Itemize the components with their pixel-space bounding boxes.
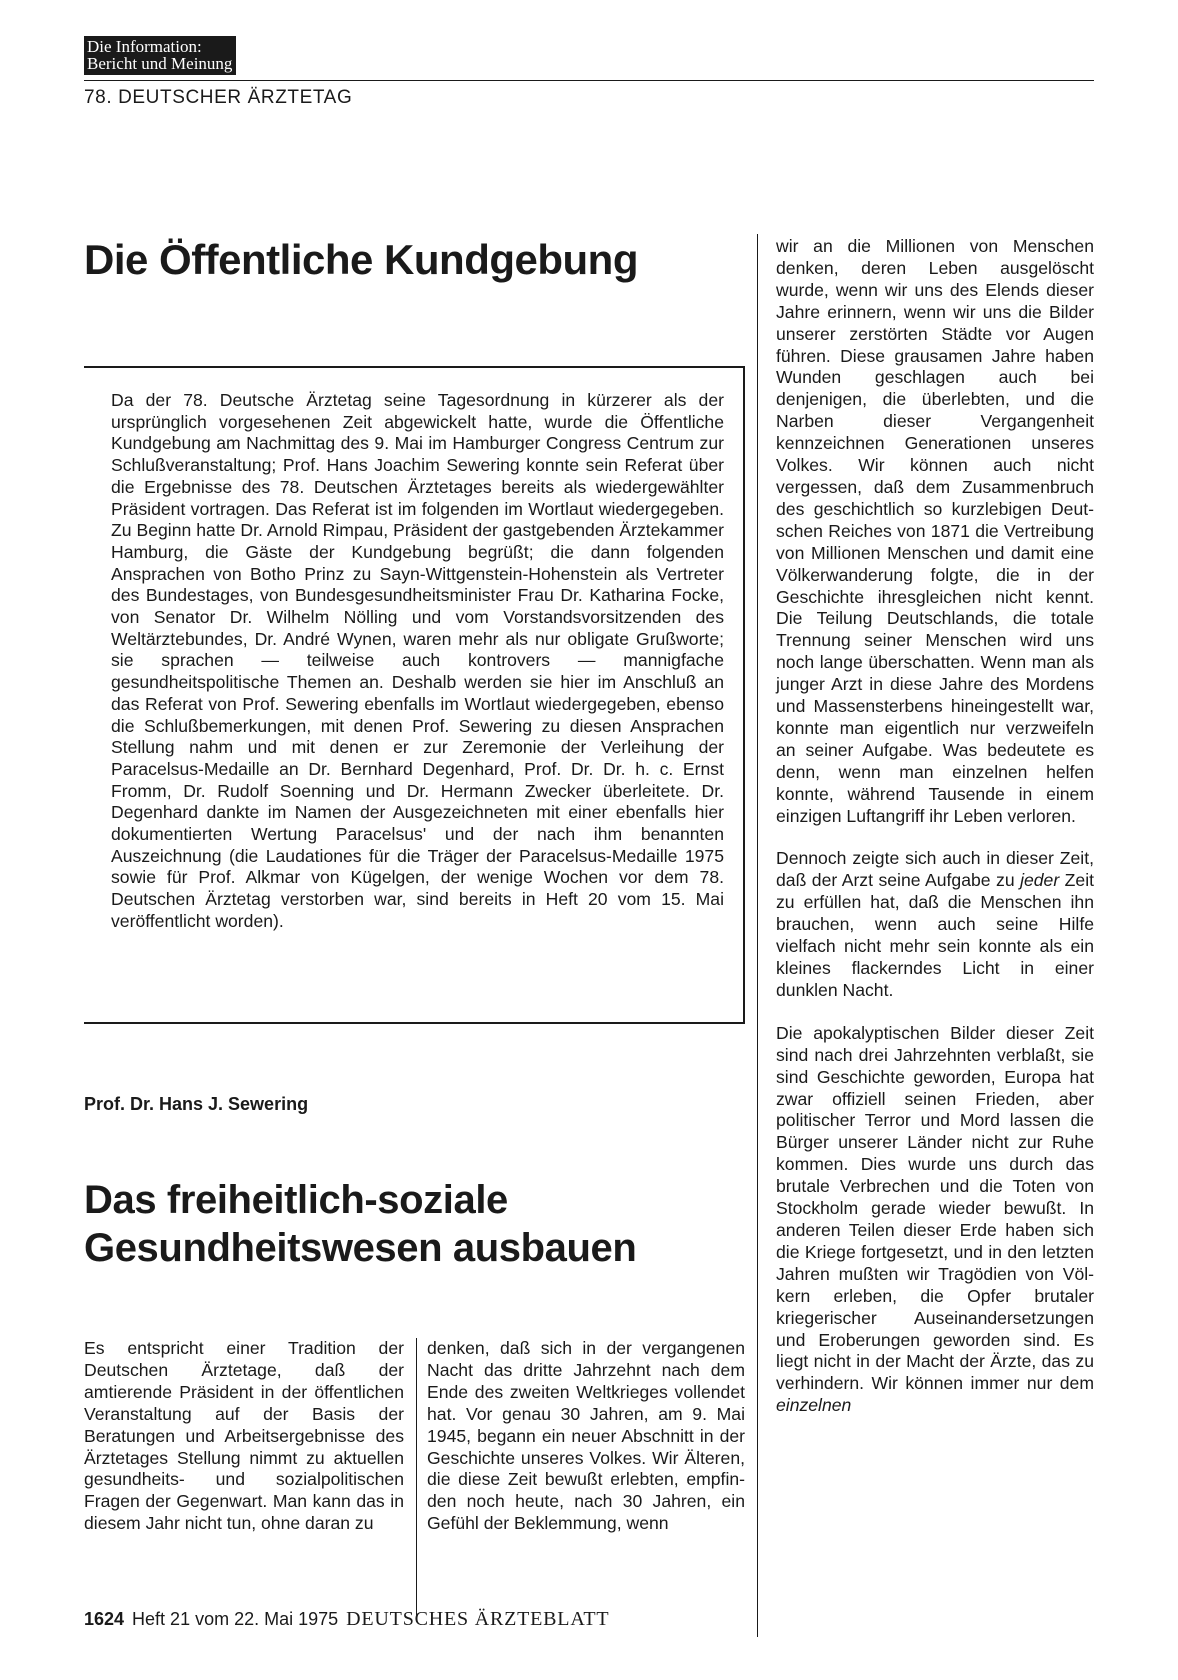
intro-box-top-border [84,366,744,368]
intro-box-bottom-border [84,1022,745,1024]
badge-line-1: Die Information: [87,37,202,56]
intro-box-right-border [743,366,745,1023]
badge-line-2: Bericht und Meinung [87,54,233,73]
section-label: 78. DEUTSCHER ÄRZTETAG [84,87,353,108]
page-number: 1624 [84,1609,125,1629]
body-paragraph-3-start: Die apokalyptischen Bilder dieser Zeit sind nach drei Jahrzehnten verblaßt, sie sind Geschichte geworden, Europa hat zwar offiziell seinen Frieden, aber politischer Terror und Mord lassen die Bürger unserer Länder nicht zur Ruhe kommen. Dies wurde uns durch das brutale Verbrechen und die Toten von Stockholm gerade wieder bewußt. In anderen Teilen dieser Erde haben sich die Kriege fortgesetzt, und in den letzten Jahren mußten wir Tragödien von Völkern erleben, die Opfer brutaler kriegerischer Auseinandersetzungen und Eroberungen geworden sind. Es liegt nicht in der Macht der Ärzte, das zu verhindern. Wir können immer nur dem [776,1022,1094,1394]
issue-info: Heft 21 vom 22. Mai 1975 [132,1609,339,1629]
body-paragraph-2 [776,848,1094,1001]
body-column-3 [776,236,1094,1438]
article-title: Die Öffentliche Kundgebung [84,236,638,283]
body-column-2: denken, daß sich in der vergangenen Nacht das dritte Jahrzehnt nach dem Ende des zweiten Weltkrieges vollendet hat. Vor genau 30 Jahren, am 9. Mai 1945, begann ein neuer Abschnitt in der Geschichte unseres Volkes. Wir Älteren, die diese Zeit bewußt erlebten, empfinden noch heute, nach 30 Jahren, ein Gefühl der Beklemmung, wenn [427,1338,745,1534]
speech-title [84,1176,636,1272]
header-rule [84,80,1094,81]
section-badge [84,36,236,75]
author-byline: Prof. Dr. Hans J. Sewering [84,1094,309,1114]
body-paragraph-2-end: Zeit zu erfüllen hat, daß die Menschen ihn brauchen, wenn auch seine Hilfe vielfach nicht mehr sein konnte als ein kleines flackerndes Licht in einer dunklen Nacht. [776,870,1094,1000]
speech-title-line-1: Das freiheitlich-soziale [84,1178,508,1222]
emphasis-jeder: jeder [1020,870,1060,891]
body-paragraph-1: wir an die Millionen von Menschen denken, deren Leben ausgelöscht wurde, wenn wir uns des Elends dieser Jahre erinnern, wenn wir uns die Bilder unserer zerstörten Städte vor Augen führen. Diese grausamen Jahre haben Wunden geschlagen auch bei denjenigen, die überlebten, und die Narben dieser Vergangenheit kennzeichnen Generationen unseres Volkes. Wir können auch nicht vergessen, daß dem Zusammenbruch des geschichtlich so kurzlebigen Deutschen Reiches von 1871 die Vertreibung von Millionen Menschen und damit eine Völkerwanderung folgte, die in der Geschichte ihresgleichen nicht kennt. Die Teilung Deutschlands, die totale Trennung seiner Menschen wird uns noch lange überschatten. Wenn man als junger Arzt in diese Jahre des Mordens und Massensterbens hineingestellt war, konnte man eigentlich nur verzweifeln an seiner Aufgabe. Was bedeutete es denn, wenn man einzelnen helfen konnte, während Tausende in einem einzigen Luftangriff ihr Leben verloren. [776,236,1094,826]
page-footer [84,1608,609,1631]
body-paragraph-2-start: Dennoch zeigte sich auch in dieser Zeit, daß der Arzt seine Aufgabe zu [776,848,1094,891]
journal-name: DEUTSCHES ÄRZTEBLATT [346,1608,610,1630]
emphasis-einzelnen: einzelnen [776,1395,852,1416]
body-column-1: Es entspricht einer Tradition der Deutschen Ärztetage, daß der amtierende Präsident in der öffentlichen Veranstaltung auf der Basis der Beratungen und Arbeitsergebnisse des Ärztetages Stellung nimmt zu aktuellen gesundheits- und sozialpolitischen Fragen der Gegenwart. Man kann das in diesem Jahr nicht tun, ohne daran zu [84,1338,404,1534]
speech-title-line-2: Gesundheitswesen ausbauen [84,1226,637,1270]
column-divider [757,234,758,1637]
inner-column-divider [416,1338,417,1616]
intro-text: Da der 78. Deutsche Ärztetag seine Tagesordnung in kürzerer als der ursprünglich vorgesehenen Zeit abgewickelt hatte, wurde die Öffentliche Kundgebung am Nachmittag des 9. Mai im Hamburger Congress Centrum zur Schlußveranstaltung; Prof. Hans Joachim Sewering konnte sein Referat über die Ergebnisse des 78. Deutschen Ärztetages bereits als wiedergewählter Präsident vortragen. Das Referat ist im folgenden im Wortlaut wiedergegeben. Zu Beginn hatte Dr. Arnold Rimpau, Präsident der gastgebenden Ärztekammer Hamburg, die Gäste der Kundgebung begrüßt; die dann folgenden Ansprachen von Botho Prinz zu Sayn-Wittgenstein-Hohenstein als Vertreter des Bundestages, von Bundesgesundheitsminister Frau Dr. Katharina Focke, von Senator Dr. Wilhelm Nölling und vom Vorstandsvorsitzenden des Weltärztebundes, Dr. André Wynen, waren mehr als nur obligate Grußworte; sie sprachen — teilweise auch kontrovers — mannigfache gesundheitspolitische Themen an. Deshalb werden sie hier im Anschluß an das Referat von Prof. Sewering ebenfalls im Wortlaut wiedergegeben, ebenso die Schlußbemerkungen, mit denen Prof. Sewering zu diesen Ansprachen Stellung nahm und mit denen er zur Zeremonie der Verleihung der Paracelsus-Medaille an Dr. Bernhard Degenhard, Prof. Dr. Dr. h. c. Ernst Fromm, Dr. Rudolf Soenning und Dr. Hermann Zwecker überleitete. Dr. Degenhard dankte im Namen der Ausgezeichneten mit einer ebenfalls hier dokumentierten Wertung Paracelsus' und der nach ihm benannten Auszeichnung (die Laudationes für die Träger der Paracelsus-Medaille 1975 sowie für Prof. Alkmar von Kügelgen, der wenige Wochen vor dem 78. Deutschen Ärztetag verstorben war, sind bereits in Heft 20 vom 15. Mai veröffentlicht worden). [111,390,724,931]
body-paragraph-3 [776,1023,1094,1417]
